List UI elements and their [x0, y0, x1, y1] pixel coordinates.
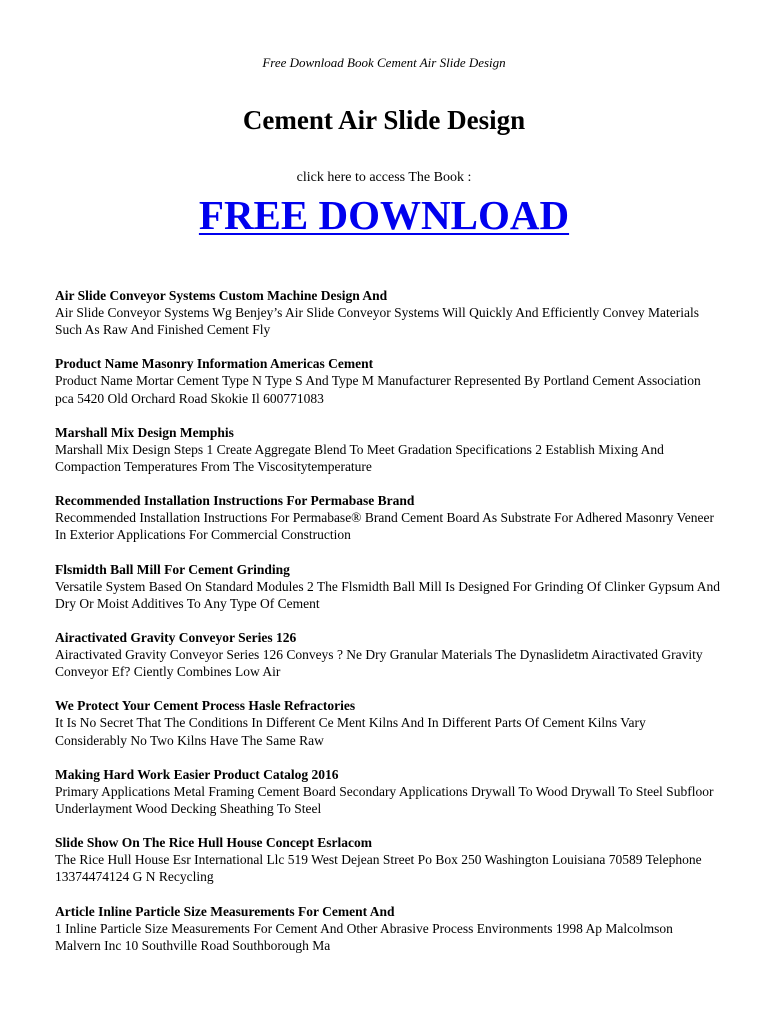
page-title: Cement Air Slide Design: [242, 105, 526, 135]
list-item: [55, 629, 720, 680]
entry-text: Primary Applications Metal Framing Cement Board Secondary Applications Drywall To Wood Drywall To Steel Subfloor Underlayment Wood Decking Sheathing To Steel: [55, 783, 714, 817]
entry-title: Article Inline Particle Size Measurements For Cement And: [55, 903, 395, 919]
entry-title: Product Name Masonry Information Americas Cement: [55, 356, 374, 372]
list-item: [55, 492, 720, 543]
entry-title: Air Slide Conveyor Systems Custom Machine Design And: [55, 288, 388, 303]
entry-text: Versatile System Based On Standard Modules 2 The Flsmidth Ball Mill Is Designed For Grinding Of Clinker Gypsum And Dry Or Moist Additives To Any Type Of Cement: [55, 578, 720, 611]
free-download-link[interactable]: FREE DOWNLOAD: [198, 192, 570, 238]
entry-text: Marshall Mix Design Steps 1 Create Aggregate Blend To Meet Gradation Specifications 2 Establish Mixing And Compaction Temperatures From The Viscositytemperature: [55, 441, 664, 475]
entry-title: Slide Show On The Rice Hull House Concept Esrlacom: [55, 835, 373, 851]
entry-text: The Rice Hull House Esr International Llc 519 West Dejean Street Po Box 250 Washington Louisiana 70589 Telephone 13374474124 G N Recycling: [55, 852, 702, 885]
access-instruction: click here to access The Book :: [296, 170, 472, 185]
entry-text: Product Name Mortar Cement Type N Type S And Type M Manufacturer Represented By Portland Cement Association pca 5420 Old Orchard Road Skokie Il 600771083: [55, 373, 701, 406]
running-header: Free Download Book Cement Air Slide Design: [262, 55, 506, 70]
entry-title: Marshall Mix Design Memphis: [55, 424, 234, 440]
list-item: [55, 424, 720, 475]
entry-title: We Protect Your Cement Process Hasle Refractories: [55, 698, 356, 714]
entry-title: Airactivated Gravity Conveyor Series 126: [55, 630, 297, 646]
list-item: [55, 903, 720, 954]
list-item: [55, 697, 720, 748]
entry-text: Recommended Installation Instructions For Permabase® Brand Cement Board As Substrate For Adhered Masonry Veneer In Exterior Applications For Commercial Construction: [55, 510, 715, 543]
download-link-container: [0, 190, 768, 240]
entry-text: Air Slide Conveyor Systems Wg Benjey’s Air Slide Conveyor Systems Will Quickly And Efficiently Convey Materials Such As Raw And Finished Cement Fly: [55, 305, 700, 338]
entry-title: Flsmidth Ball Mill For Cement Grinding: [55, 561, 290, 577]
list-item: [55, 355, 720, 406]
list-item: [55, 834, 720, 885]
entry-text: Airactivated Gravity Conveyor Series 126 Conveys ? Ne Dry Granular Materials The Dynaslidetm Airactivated Gravity Conveyor Ef? Ciently Combines Low Air: [55, 647, 703, 680]
list-item: [55, 766, 720, 817]
list-item: [55, 287, 720, 338]
entry-title: Making Hard Work Easier Product Catalog 2016: [55, 766, 339, 782]
list-item: [55, 561, 720, 612]
entry-list: [55, 287, 720, 971]
entry-text: 1 Inline Particle Size Measurements For Cement And Other Abrasive Process Environments 1998 Ap Malcolmson Malvern Inc 10 Southville Road Southborough Ma: [55, 920, 673, 953]
entry-title: Recommended Installation Instructions For Permabase Brand: [55, 493, 415, 509]
entry-text: It Is No Secret That The Conditions In Different Ce Ment Kilns And In Different Parts Of Cement Kilns Vary Considerably No Two Kilns Have The Same Raw: [55, 715, 646, 748]
